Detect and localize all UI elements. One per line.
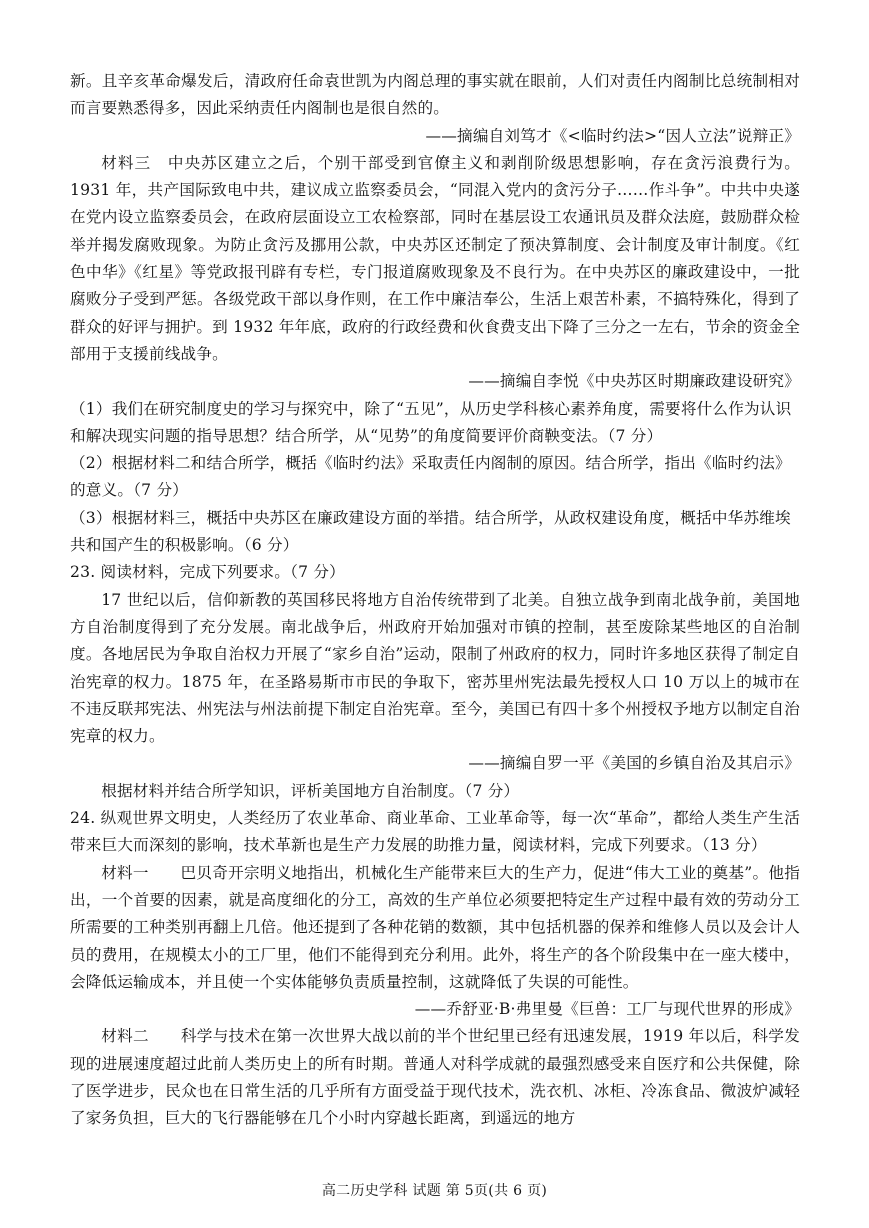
question-23-title: 23. 阅读材料，完成下列要求。（7 分） <box>70 563 345 582</box>
source-citation-li: ——摘编自李悦《中央苏区时期廉政建设研究》 <box>468 372 800 391</box>
question-24-material-one: 材料一 巴贝奇开宗明义地指出，机械化生产能带来巨大的生产力，促进“伟大工业的奠基”。他指出，一个首要的因素，就是高度细化的分工，高效的生产单位必须要把特定生产过程中最有效的劳动分工所需要的工种类别再翻上几倍。他还提到了各种花销的数额，其中包括机器的保养和维修人员以及会计人员的费用，在规模太小的工厂里，他们不能得到充分利用。此外，将生产的各个阶段集中在一座大楼中，会降低运输成本，并且使一个实体能够负责质量控制，这就降低了失误的可能性。 <box>70 863 800 991</box>
source-citation-luo: ——摘编自罗一平《美国的乡镇自治及其启示》 <box>468 754 800 773</box>
question-22-1: （1）我们在研究制度史的学习与探究中，除了“五见”，从历史学科核心素养角度，需要将什么作为认识和解决现实问题的指导思想？结合所学，从“见势”的角度简要评价商鞅变法。（7 分） <box>70 399 792 445</box>
question-23-material: 17 世纪以后，信仰新教的英国移民将地方自治传统带到了北美。自独立战争到南北战争前，美国地方自治制度得到了充分发展。南北战争后，州政府开始加强对市镇的控制，甚至废除某些地区的自治制度。各地居民为争取自治权力开展了“家乡自治”运动，限制了州政府的权力，同时许多地区获得了制定自治宪章的权力。1875 年，在圣路易斯市市民的争取下，密苏里州宪法最先授权人口 10 万以上的城市在不违反联邦宪法、州宪法与州法前提下制定自治宪章。至今，美国已有四十多个州授权予地方以制定自治宪章的权力。 <box>70 590 800 746</box>
question-22-2: （2）根据材料二和结合所学，概括《临时约法》采取责任内阁制的原因。结合所学，指出《临时约法》的意义。（7 分） <box>70 454 791 500</box>
source-citation-liu: ——摘编自刘笃才《<临时约法>“因人立法”说辩正》 <box>425 126 800 145</box>
material-three: 材料三 中央苏区建立之后，个别干部受到官僚主义和剥削阶级思想影响，存在贪污浪费行为。1931 年，共产国际致电中共，建议成立监察委员会，“同混入党内的贪污分子……作斗争”。中共中央遂在党内设立监察委员会，在政府层面设立工农检察部，同时在基层设工农通讯员及群众法庭，鼓励群众检举并揭发腐败现象。为防止贪污及挪用公款，中央苏区还制定了预决算制度、会计制度及审计制度。《红色中华》《红星》等党政报刊辟有专栏，专门报道腐败现象及不良行为。在中央苏区的廉政建设中，一批腐败分子受到严惩。各级党政干部以身作则，在工作中廉洁奉公，生活上艰苦朴素，不搞特殊化，得到了群众的好评与拥护。到 1932 年年底，政府的行政经费和伙食费支出下降了三分之一左右，节余的资金全部用于支援前线战争。 <box>70 153 800 363</box>
question-24-material-two: 材料二 科学与技术在第一次世界大战以前的半个世纪里已经有迅速发展，1919 年以后，科学发现的进展速度超过此前人类历史上的所有时期。普通人对科学成就的最强烈感受来自医疗和公共保健，除了医学进步，民众也在日常生活的几乎所有方面受益于现代技术，洗衣机、冰柜、冷冻食品、微波炉减轻了家务负担，巨大的飞行器能够在几个小时内穿越长距离，到遥远的地方 <box>70 1027 800 1128</box>
question-24-title: 24. 纵观世界文明史，人类经历了农业革命、商业革命、工业革命等，每一次“革命”，都给人类生产生活带来巨大而深刻的影响，技术革新也是生产力发展的助推力量，阅读材料，完成下列要求。（13 分） <box>70 809 800 855</box>
source-citation-freeman: ——乔舒亚·B·弗里曼《巨兽：工厂与现代世界的形成》 <box>414 1000 800 1019</box>
question-22-3: （3）根据材料三，概括中央苏区在廉政建设方面的举措。结合所学，从政权建设角度，概括中华苏维埃共和国产生的积极影响。（6 分） <box>70 508 791 555</box>
page-footer: 高二历史学科 试题 第 5页(共 6 页) <box>321 1183 548 1199</box>
paragraph-intro: 新。且辛亥革命爆发后，清政府任命袁世凯为内阁总理的事实就在眼前，人们对责任内阁制比总统制相对而言要熟悉得多，因此采纳责任内阁制也是很自然的。 <box>70 72 800 118</box>
question-23-task: 根据材料并结合所学知识，评析美国地方自治制度。（7 分） <box>101 781 520 800</box>
page-content <box>70 68 800 1133</box>
